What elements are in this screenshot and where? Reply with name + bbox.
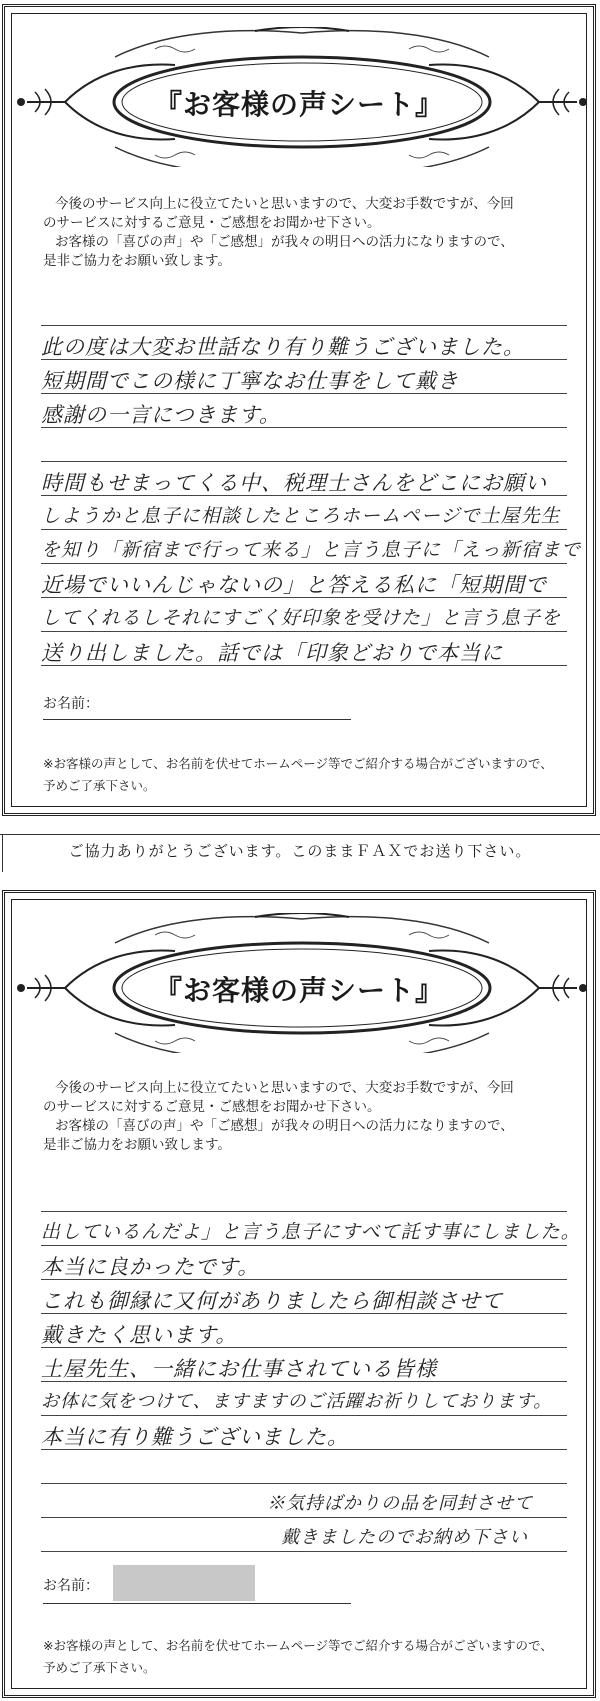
privacy-note (43, 1635, 573, 1679)
intro-line: 今後のサービス向上に役立てたいと思いますので、大変お手数ですが、今回 (55, 196, 514, 212)
writing-line (41, 1415, 567, 1416)
writing-line (41, 1551, 567, 1552)
handwritten-line: してくれるしそれにすごく好印象を受けた」と言う息子を (41, 607, 562, 629)
handwritten-line: 本当に良かったです。 (41, 1255, 260, 1279)
note-line: 予めご了承下さい。 (43, 1660, 156, 1675)
redacted-name (113, 1565, 255, 1601)
intro-line: 是非ご協力をお願い致します。 (43, 253, 231, 269)
writing-line (41, 1245, 567, 1246)
handwritten-line: ※気持ばかりの品を同封させて (267, 1493, 533, 1514)
separator (0, 834, 600, 835)
handwritten-line: 時間もせまってくる中、税理士さんをどこにお願い (41, 471, 547, 495)
voice-sheet-1 (2, 4, 596, 816)
name-field-line (43, 1603, 351, 1604)
handwriting-area (41, 325, 582, 670)
intro-line: 今後のサービス向上に役立てたいと思いますので、大変お手数ですが、今回 (55, 1080, 514, 1096)
privacy-note (43, 753, 573, 797)
writing-line (41, 1517, 567, 1518)
intro-line: お客様の「喜びの声」や「ご感想」が我々の明日への活力になりますので、 (55, 1118, 514, 1134)
intro-line: お客様の「喜びの声」や「ご感想」が我々の明日への活力になりますので、 (55, 234, 514, 250)
writing-line (41, 1483, 567, 1484)
handwritten-line: 本当に有り難うございました。 (41, 1425, 349, 1449)
handwritten-line: 土屋先生、一緒にお仕事されている皆様 (41, 1357, 437, 1381)
name-label: お名前： (43, 1578, 99, 1594)
note-line: ※お客様の声として、お名前を伏せてホームページ等でご紹介する場合がございますので、 (43, 756, 553, 771)
handwritten-line: を知り「新宿まで行って来る」と言う息子に「えっ新宿まで (41, 539, 582, 561)
note-line: 予めご了承下さい。 (43, 778, 156, 793)
handwritten-line: これも御縁に又何がありましたら御相談させて (41, 1289, 503, 1313)
handwritten-line: 送り出しました。話では「印象どおりで本当に (41, 641, 503, 665)
handwritten-line: 感謝の一言につきます。 (41, 403, 281, 427)
handwritten-line: 出しているんだよ」と言う息子にすべて託す事にしました。 (41, 1221, 581, 1243)
intro-line: 是非ご協力をお願い致します。 (43, 1137, 231, 1153)
intro-line: のサービスに対するご意見・ご感想をお聞かせ下さい。 (43, 215, 381, 231)
writing-line (41, 325, 567, 326)
handwritten-line: 此の度は大変お世話なり有り難うございました。 (41, 335, 525, 359)
intro-text (43, 1079, 573, 1155)
fax-message: ご協力ありがとうございます。このままＦＡＸでお送り下さい。 (68, 842, 532, 860)
intro-line: のサービスに対するご意見・ご感想をお聞かせ下さい。 (43, 1099, 381, 1115)
handwritten-line: 戴きたく思います。 (41, 1323, 238, 1347)
handwritten-line: お体に気をつけて、ますますのご活躍お祈りしております。 (41, 1391, 553, 1412)
handwritten-line: 近場でいいんじゃないの」と答える私に「短期間で (41, 573, 547, 597)
handwritten-line: しようかと息子に相談したところホームページで土屋先生 (41, 505, 561, 527)
page-title: 『お客様の声シート』 (153, 974, 444, 1007)
note-line: ※お客様の声として、お名前を伏せてホームページ等でご紹介する場合がございますので、 (43, 1638, 553, 1653)
intro-text (43, 195, 573, 271)
voice-sheet-2 (2, 890, 596, 1698)
writing-line (41, 461, 567, 462)
writing-line (41, 563, 567, 564)
writing-line (41, 1211, 567, 1212)
name-label: お名前： (43, 696, 99, 712)
writing-line (41, 631, 567, 632)
handwritten-line: 短期間でこの様に丁寧なお仕事をして戴き (41, 369, 459, 393)
writing-line (41, 529, 567, 530)
handwriting-area (41, 1211, 581, 1556)
name-field-line (43, 719, 351, 720)
handwritten-line: 戴きましたのでお納め下さい (281, 1527, 528, 1548)
page-title: 『お客様の声シート』 (153, 88, 444, 121)
